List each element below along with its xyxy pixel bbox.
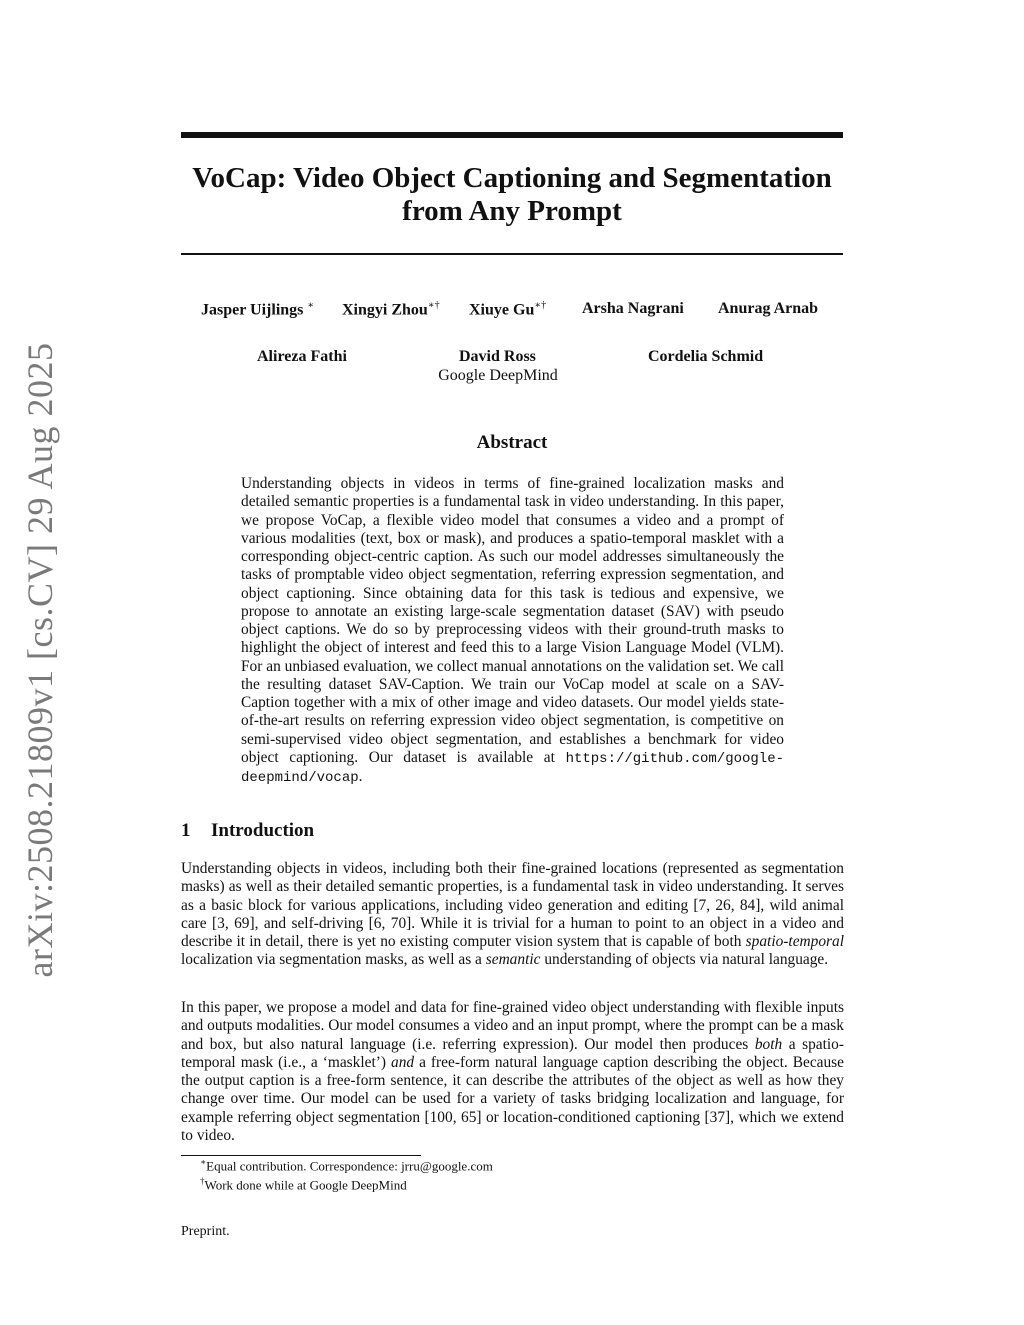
arxiv-identifier-stamp: arXiv:2508.21809v1 [cs.CV] 29 Aug 2025: [20, 342, 60, 978]
section-heading-introduction: [181, 820, 314, 842]
title-rule-top: [181, 132, 843, 138]
author-5: Anurag Arnab: [718, 300, 819, 317]
author-1: Jasper Uijlings ∗: [201, 300, 315, 319]
footnote-1: ∗Equal contribution. Correspondence: jrru@google.com: [200, 1157, 493, 1174]
title-rule-bottom: [181, 253, 843, 255]
footnote-divider: [181, 1155, 421, 1156]
author-3-mark: ∗†: [534, 300, 547, 311]
emphasis-spatio-temporal: spatio-temporal: [745, 933, 844, 950]
footnote-2: †Work done while at Google DeepMind: [200, 1176, 407, 1193]
author-2-mark: ∗†: [427, 300, 440, 311]
author-4: Arsha Nagrani: [582, 300, 684, 317]
emphasis-and: and: [391, 1053, 415, 1071]
author-8: Cordelia Schmid: [648, 348, 764, 365]
abstract-body: Understanding objects in videos in terms of fine-grained localization masks and detailed semantic properties is a fundamental task in video understanding. In this paper, we propose VoCap, a flexible video model that consumes a video and a prompt of various modalities (text, box or mask), and produces a spatio-temporal masklet with a corresponding object-centric caption. As such our model addresses simultaneously the tasks of promptable video object segmentation, referring expression segmentation, and object captioning. Since obtaining data for this task is tedious and expensive, we propose to annotate an existing large-scale segmentation dataset (SAV) with pseudo object captions. We do so by preprocessing videos with their ground-truth masks to highlight the object of interest and feed this to a large Vision Language Model (VLM). For an unbiased evaluation, we collect manual annotations on the validation set. We call the resulting dataset SAV-Caption. We train our VoCap model at scale on a SAV-Caption together with a mix of other image and video datasets. Our model yields state-of-the-art results on referring expression video object segmentation, is competitive on semi-supervised video object segmentation, and establishes a benchmark for video object captioning. Our dataset is available at https://github.com/google-deepmind/vocap.: [241, 475, 784, 786]
intro-paragraph-1: Understanding objects in videos, including both their fine-grained locations (represented as segmentation masks) as well as their detailed semantic properties, is a fundamental task in video understanding. It serves as a basic block for various applications, including video generation and editing [7, 26, 84], wild animal care [3, 69], and self-driving [6, 70]. While it is trivial for a human to point to an object in a video and describe it in detail, there is yet no existing computer vision system that is capable of both spatio-temporal localization via segmentation masks, as well as a semantic understanding of objects via natural language.: [181, 860, 844, 969]
intro-paragraph-2: In this paper, we propose a model and data for fine-grained video object understanding with flexible inputs and outputs modalities. Our model consumes a video and an input prompt, where the prompt can be a mask and box, but also natural language (i.e. referring expression). Our model then produces both a spatio-temporal mask (i.e., a ‘masklet’) and a free-form natural language caption describing the object. Because the output caption is a free-form sentence, it can describe the attributes of the object as well as how they change over time. Our model can be used for a variety of tasks bridging localization and language, for example referring object segmentation [100, 65] or location-conditioned captioning [37], which we extend to video.: [181, 999, 844, 1144]
author-affiliation: Google DeepMind: [438, 367, 558, 384]
section-number: 1: [181, 820, 191, 841]
author-7: David Ross: [459, 348, 536, 365]
title-line-2: from Any Prompt: [402, 195, 622, 227]
abstract-heading: Abstract: [476, 432, 548, 453]
author-6: Alireza Fathi: [257, 348, 347, 365]
author-3: Xiuye Gu∗†: [469, 300, 547, 319]
dataset-url[interactable]: https://github.com/google-deepmind/vocap: [241, 750, 784, 786]
emphasis-both: both: [754, 1035, 783, 1053]
title-line-1: VoCap: Video Object Captioning and Segmentation: [192, 162, 832, 194]
section-title: Introduction: [211, 820, 315, 841]
author-2: Xingyi Zhou∗†: [342, 300, 440, 319]
preprint-footer: Preprint.: [181, 1224, 230, 1239]
author-1-mark: ∗: [307, 300, 315, 311]
paper-title: [181, 162, 843, 228]
emphasis-semantic: semantic: [485, 951, 541, 969]
